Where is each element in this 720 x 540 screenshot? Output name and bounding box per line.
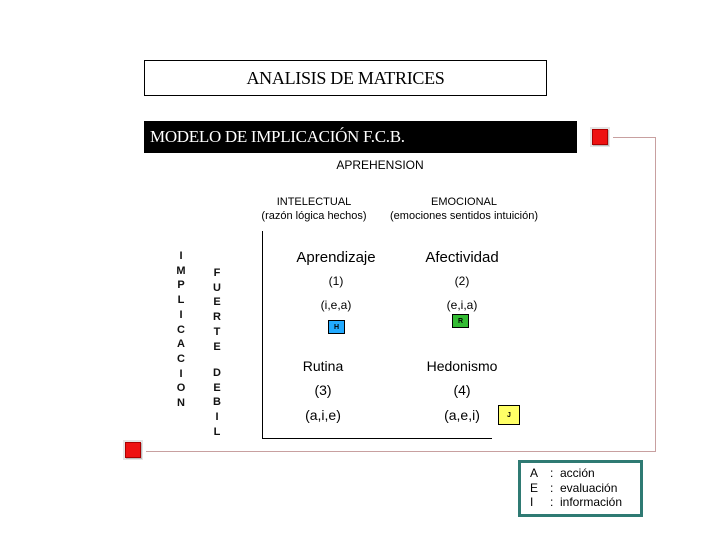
legend-key: E [530, 480, 539, 495]
quadrant-3-name: Rutina [302, 358, 344, 374]
aprehension-label: APREHENSION [336, 158, 424, 172]
legend-separator: : [550, 495, 554, 509]
legend-value: acción [560, 466, 595, 480]
matrix-horizontal-axis [262, 438, 492, 439]
model-banner [144, 121, 577, 153]
column-header-intelectual [234, 195, 394, 223]
column-header-emocional [384, 195, 544, 223]
letter: M [176, 264, 186, 277]
fuerte-vertical-label [209, 266, 225, 354]
letter: R [213, 311, 221, 324]
quadrant-2-number: (2) [454, 274, 470, 288]
implicacion-vertical-label [173, 249, 189, 411]
quadrant-1-number: (1) [328, 274, 344, 288]
model-title: MODELO DE IMPLICACIÓN F.C.B. [150, 127, 405, 146]
title-text: ANALISIS DE MATRICES [246, 67, 445, 88]
legend-key: I [530, 495, 534, 509]
letter: I [179, 308, 183, 321]
connector-top-horizontal [613, 137, 655, 138]
connector-right-vertical [655, 137, 656, 452]
quadrant-4-name: Hedonismo [426, 358, 498, 374]
legend-value: información [560, 495, 623, 509]
quadrant-3-sequence: (a,i,e) [305, 407, 341, 423]
legend-separator: : [550, 466, 554, 480]
quadrant-4-number: (4) [453, 382, 471, 398]
page-title [144, 60, 547, 96]
red-marker-bottom [125, 442, 141, 458]
column-title: INTELECTUAL [276, 196, 352, 208]
letter: O [176, 382, 186, 395]
column-subtitle: (emociones sentidos intuición) [390, 210, 538, 222]
connector-bottom-horizontal [146, 451, 656, 452]
letter: B [213, 396, 221, 409]
letter: E [213, 381, 221, 394]
quadrant-1-sequence: (i,e,a) [320, 298, 352, 312]
quadrant-4-tag: J [498, 405, 520, 425]
letter: L [177, 294, 185, 307]
quadrant-1-name: Aprendizaje [296, 249, 376, 266]
letter: I [215, 411, 219, 424]
letter: L [213, 425, 221, 438]
quadrant-1-tag: H [328, 320, 345, 334]
letter: F [213, 267, 221, 279]
quadrant-3-number: (3) [314, 382, 332, 398]
letter: I [179, 367, 183, 380]
legend-value: evaluación [560, 480, 618, 495]
letter: E [213, 296, 221, 309]
legend-row [530, 481, 640, 496]
quadrant-2-sequence: (e,i,a) [446, 298, 478, 312]
letter: T [213, 325, 221, 338]
legend-row [530, 495, 640, 510]
legend-separator: : [550, 480, 554, 495]
letter: I [179, 250, 183, 262]
letter: D [213, 367, 221, 379]
legend-box [518, 460, 643, 517]
letter: A [177, 338, 185, 351]
letter: E [213, 340, 221, 353]
legend-row [530, 466, 640, 481]
debil-vertical-label [209, 366, 225, 440]
legend-key: A [530, 466, 539, 480]
red-marker-top [592, 129, 608, 145]
quadrant-2-tag: R [452, 314, 469, 328]
letter: U [213, 281, 221, 294]
letter: N [177, 397, 185, 410]
quadrant-4-sequence: (a,e,i) [444, 407, 480, 423]
quadrant-2-name: Afectividad [425, 249, 499, 266]
column-title: EMOCIONAL [430, 196, 497, 208]
column-subtitle: (razón lógica hechos) [261, 210, 367, 222]
letter: C [177, 352, 185, 365]
letter: P [177, 279, 185, 292]
letter: C [177, 323, 185, 336]
